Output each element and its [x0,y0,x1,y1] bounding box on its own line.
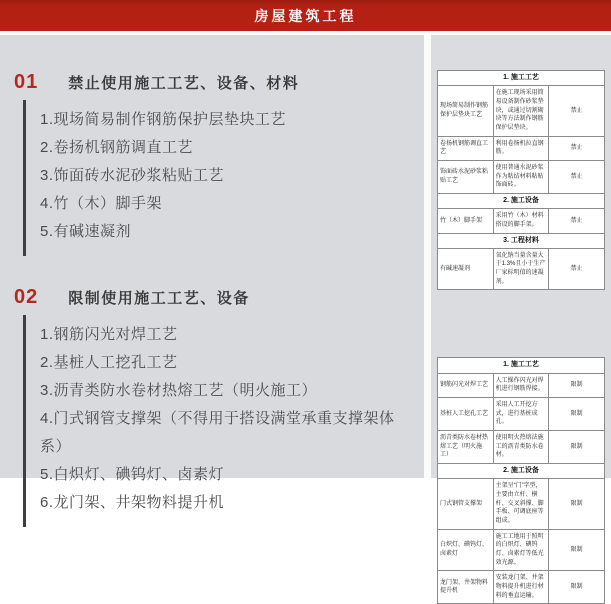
desc-cell: 采用竹（木）材料搭设的脚手架。 [493,209,549,233]
table-row [438,209,605,233]
table-group-header-row [438,71,605,86]
section-title: 禁止使用施工工艺、设备、材料 [68,75,300,92]
desc-cell: 人工操作闪光对焊机进行钢筋焊接。 [493,373,549,397]
status-cell: 限制 [549,431,605,464]
section-title: 限制使用施工工艺、设备 [68,290,250,307]
table-group-header: 1. 施工工艺 [438,71,605,86]
prohibited-list [23,100,414,256]
table-row [438,529,605,571]
status-cell: 限制 [549,479,605,529]
list-item: 5.白炽灯、碘钨灯、卤素灯 [40,466,225,483]
name-cell: 卷扬机钢筋调直工艺 [438,136,494,160]
table-row [438,136,605,160]
desc-cell: 利用卷扬机拉直钢筋。 [493,136,549,160]
desc-cell: 使用普通水泥砂浆作为粘结材料粘贴饰面砖。 [493,160,549,193]
table-group-header: 2. 施工设备 [438,194,605,209]
list-item: 6.龙门架、井架物料提升机 [40,494,225,511]
page-title: 房屋建筑工程 [254,7,357,24]
name-cell: 现场简易制作钢筋保护层垫块工艺 [438,86,494,136]
right-panel [431,35,611,599]
list-item: 3.饰面砖水泥砂浆粘贴工艺 [40,167,225,184]
list-item: 4.竹（木）脚手架 [40,195,163,212]
status-cell: 禁止 [549,160,605,193]
section-head [14,286,414,309]
section-number: 02 [14,286,39,308]
section-head [14,71,414,94]
status-cell: 禁止 [549,86,605,136]
table-row [438,373,605,397]
name-cell: 白炽灯、碘钨灯、卤素灯 [438,529,494,571]
table-row [438,431,605,464]
name-cell: 有碱速凝剂 [438,248,494,290]
status-cell: 限制 [549,373,605,397]
table-group-header: 3. 工程材料 [438,233,605,248]
section-prohibited [14,71,414,256]
table-row [438,86,605,136]
section-restricted [14,286,414,527]
list-item: 1.现场简易制作钢筋保护层垫块工艺 [40,111,287,128]
table-group-header: 1. 施工工艺 [438,358,605,373]
prohibited-table [437,70,605,290]
status-cell: 限制 [549,529,605,571]
table-row [438,248,605,290]
desc-cell: 安装龙门架、井架物料提升机进行材料的垂直运输。 [493,571,549,604]
table-row [438,479,605,529]
table-row [438,397,605,430]
name-cell: 钢筋闪光对焊工艺 [438,373,494,397]
list-item: 2.卷扬机钢筋调直工艺 [40,139,194,156]
list-item: 3.沥青类防水卷材热熔工艺（明火施工） [40,382,318,399]
name-cell: 沥青类防水卷材热熔工艺（明火施工） [438,431,494,464]
status-cell: 限制 [549,571,605,604]
name-cell: 基桩人工挖孔工艺 [438,397,494,430]
list-item: 1.钢筋闪光对焊工艺 [40,326,178,343]
desc-cell: 氧化钠当量含量大于1.3%且小于生产厂家标明值的速凝剂。 [493,248,549,290]
name-cell: 龙门架、井架物料提升机 [438,571,494,604]
table-group-header-row [438,194,605,209]
status-cell: 限制 [549,397,605,430]
desc-cell: 使用明火热熔法施工的沥青类防水卷材。 [493,431,549,464]
status-cell: 禁止 [549,136,605,160]
table-group-header-row [438,464,605,479]
table-row [438,160,605,193]
name-cell: 门式钢管支撑架 [438,479,494,529]
name-cell: 竹（木）脚手架 [438,209,494,233]
desc-cell: 主架呈“门”字型，主要由立杆、横杆、交叉斜撑、脚手板、可调底座等组成。 [493,479,549,529]
status-cell: 禁止 [549,209,605,233]
left-panel [0,35,424,511]
restricted-table [437,357,605,604]
status-cell: 禁止 [549,248,605,290]
table-group-header-row [438,358,605,373]
restricted-list [23,315,414,527]
list-item: 4.门式钢管支撑架（不得用于搭设满堂承重支撑架体系） [40,410,395,455]
desc-cell: 施工工地用于照明的白炽灯、碘钨灯、卤素灯等低光效光源。 [493,529,549,571]
table-group-header-row [438,233,605,248]
section-number: 01 [14,71,39,93]
header-bar [0,0,611,31]
name-cell: 饰面砖水泥砂浆粘贴工艺 [438,160,494,193]
desc-cell: 在施工现场采用简易设备制作砂浆垫块，或通过切割砌块等方法制作钢筋保护层垫块。 [493,86,549,136]
table-row [438,571,605,604]
list-item: 5.有碱速凝剂 [40,223,132,240]
list-item: 2.基桩人工挖孔工艺 [40,354,178,371]
table-group-header: 2. 施工设备 [438,464,605,479]
desc-cell: 采用人工开挖方式，进行基桩成孔。 [493,397,549,430]
